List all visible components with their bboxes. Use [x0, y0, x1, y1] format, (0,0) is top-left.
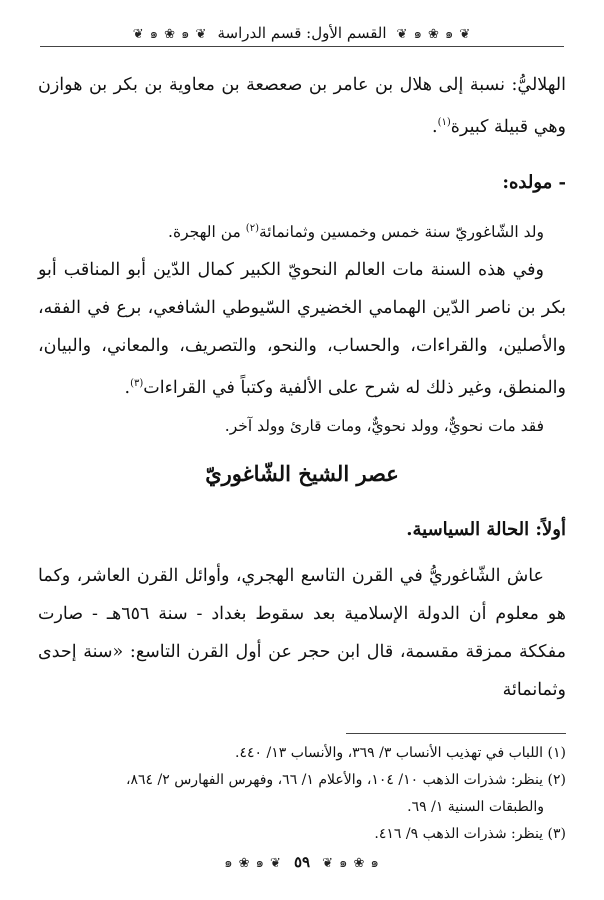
section-title: عصر الشيخ الشّاغوريّ	[205, 460, 399, 486]
running-head: القسم الأول: قسم الدراسة	[217, 24, 387, 42]
header-ornament-left: ❦ ๑ ❀ ๑ ❦	[132, 26, 208, 42]
sub-heading-political: أولاً: الحالة السياسية.	[406, 518, 566, 540]
footnote-ref-1: (١)	[437, 117, 451, 128]
paragraph-same-year: وفي هذه السنة مات العالم النحويّ الكبير كمال الدّين أبو المناقب أبو بكر بن ناصر الدّين الهمامي الخضيري السّيوطي الشافعي، برع في الفقه، والأصلين، والقراءات، والحساب، والنحو، والتصريف، والمعاني، والبيان، والمنطق، وغير ذلك له شرح على الألفية وكتباً في القراءات$^{(٣)}$.	[38, 259, 566, 398]
footnotes	[38, 740, 566, 848]
footnote-divider	[346, 733, 566, 734]
footnote-1: (١) اللباب في تهذيب الأنساب ٣/ ٣٦٩، والأنساب ١٣/ ٤٤٠.	[235, 745, 566, 761]
footnote-2-continued: والطبقات السنية ١/ ٦٩.	[407, 799, 544, 815]
main-text	[38, 66, 566, 709]
footnote-2: (٢) ينظر: شذرات الذهب ١٠/ ١٠٤، والأعلام ١/ ٦٦، وفهرس الفهارس ٢/ ٨٦٤،	[125, 772, 566, 788]
heading-birth: - مولده:	[502, 171, 566, 193]
footer-ornament-left: ❦ ๑ ❀ ๑	[224, 855, 282, 871]
header-divider	[40, 46, 564, 47]
footer-ornament-right: ๑ ❀ ๑ ❦	[322, 855, 380, 871]
page-number: ٥٩	[293, 853, 311, 871]
header-ornament-right: ❦ ๑ ❀ ๑ ❦	[396, 26, 472, 42]
footnote-3: (٣) ينظر: شذرات الذهب ٩/ ٤١٦.	[374, 826, 566, 842]
page-header	[40, 22, 564, 44]
footnote-ref-3: (٣)	[130, 377, 144, 389]
page-footer	[0, 852, 604, 872]
paragraph-summary: فقد مات نحويٌّ، وولد نحويٌّ، ومات قارئ وولد آخر.	[224, 416, 544, 435]
paragraph-political: عاش الشّاغوريُّ في القرن التاسع الهجري، وأوائل القرن العاشر، وكما هو معلوم أن الدولة الإسلامية بعد سقوط بغداد - سنة ٦٥٦هـ - صارت مفككة ممزقة مقسمة، قال ابن حجر عن أول القرن التاسع: «سنة إحدى وثمانمائة	[38, 565, 566, 700]
paragraph-birth: ولد الشّاغوريّ سنة خمس وخمسين وثمانمائة$^{(٢)}$ من الهجرة.	[168, 222, 544, 241]
paragraph-hilali: الهلاليُّ: نسبة إلى هلال بن عامر بن صعصعة بن معاوية بن بكر بن هوازن وهي قبيلة كبيرة$^{(١)}$.	[38, 75, 566, 137]
footnote-ref-2: (٢)	[245, 222, 259, 234]
